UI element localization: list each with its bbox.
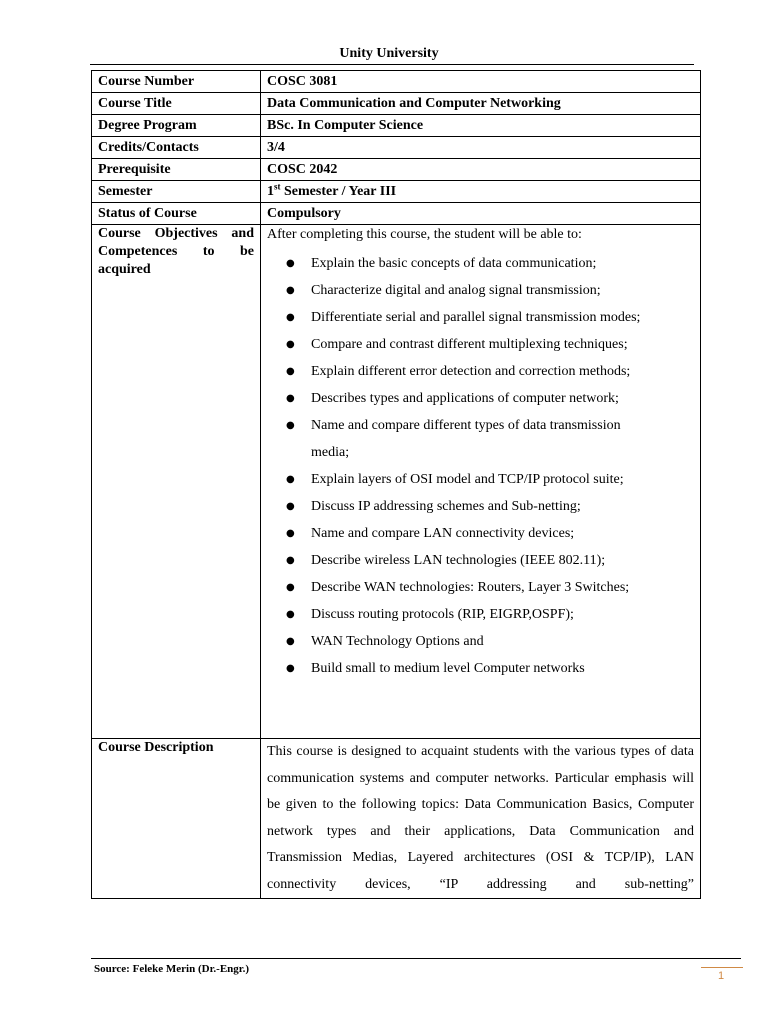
degree-program-value: BSc. In Computer Science	[261, 115, 701, 137]
bullet-icon: ●	[286, 258, 295, 269]
bullet-icon: ●	[286, 420, 295, 431]
list-item: ● Explain the basic concepts of data communication;	[311, 250, 694, 277]
list-item: ● Describes types and applications of computer network;	[311, 385, 694, 412]
list-item: ● Describe wireless LAN technologies (IEEE 802.11);	[311, 547, 694, 574]
list-item: ● Discuss routing protocols (RIP, EIGRP,OSPF);	[311, 601, 694, 628]
bullet-icon: ●	[286, 474, 295, 485]
bullet-icon: ●	[286, 501, 295, 512]
list-item: ● Build small to medium level Computer networks	[311, 655, 694, 682]
degree-program-label: Degree Program	[92, 115, 261, 137]
objectives-cell	[261, 225, 701, 739]
objectives-list	[267, 250, 694, 682]
list-item: ● Characterize digital and analog signal transmission;	[311, 277, 694, 304]
bullet-icon: ●	[286, 609, 295, 620]
row-degree-program	[92, 115, 701, 137]
objectives-intro: After completing this course, the student will be able to:	[267, 227, 582, 242]
list-item: ● Name and compare different types of data transmission media;	[311, 412, 694, 466]
bullet-icon: ●	[286, 555, 295, 566]
row-semester	[92, 181, 701, 203]
footer-rule	[91, 958, 741, 959]
list-item: ● Differentiate serial and parallel signal transmission modes;	[311, 304, 694, 331]
row-prerequisite	[92, 159, 701, 181]
description-cell	[261, 739, 701, 899]
list-item: ● Describe WAN technologies: Routers, Layer 3 Switches;	[311, 574, 694, 601]
university-title: Unity University	[339, 46, 439, 61]
prerequisite-label: Prerequisite	[92, 159, 261, 181]
page-number: 1	[718, 970, 725, 982]
course-title-label: Course Title	[92, 93, 261, 115]
list-item: ● Discuss IP addressing schemes and Sub-netting;	[311, 493, 694, 520]
bullet-icon: ●	[286, 528, 295, 539]
row-course-number	[92, 71, 701, 93]
semester-ordinal: st	[274, 181, 281, 192]
bullet-icon: ●	[286, 339, 295, 350]
prerequisite-value: COSC 2042	[261, 159, 701, 181]
row-objectives	[92, 225, 701, 739]
row-course-title	[92, 93, 701, 115]
bullet-icon: ●	[286, 663, 295, 674]
bullet-icon: ●	[286, 366, 295, 377]
list-item: ● WAN Technology Options and	[311, 628, 694, 655]
row-credits	[92, 137, 701, 159]
bullet-icon: ●	[286, 582, 295, 593]
page-number-rule	[701, 967, 743, 968]
list-item: ● Compare and contrast different multiplexing techniques;	[311, 331, 694, 358]
credits-value: 3/4	[261, 137, 701, 159]
list-item: ● Explain layers of OSI model and TCP/IP protocol suite;	[311, 466, 694, 493]
semester-label: Semester	[92, 181, 261, 203]
semester-number: 1	[267, 184, 274, 199]
description-label: Course Description	[92, 739, 261, 899]
objectives-label: Course Objectives and Competences to be acquired	[92, 225, 261, 739]
course-title-value: Data Communication and Computer Networking	[261, 93, 701, 115]
row-status	[92, 203, 701, 225]
semester-value	[261, 181, 701, 203]
course-info-table	[91, 70, 701, 899]
header-rule	[90, 64, 694, 65]
description-text: This course is designed to acquaint students with the various types of data communication systems and computer networks. Particular emphasis will be given to the following topics: Data Communication Basics, Computer network types and their applications, Data Communication and Transmission Medias, Layered architectures (OSI & TCP/IP), LAN connectivity devices, “IP addressing and sub-netting”	[267, 744, 694, 892]
credits-label: Credits/Contacts	[92, 137, 261, 159]
course-number-label: Course Number	[92, 71, 261, 93]
status-value: Compulsory	[261, 203, 701, 225]
status-label: Status of Course	[92, 203, 261, 225]
bullet-icon: ●	[286, 393, 295, 404]
list-item: ● Explain different error detection and correction methods;	[311, 358, 694, 385]
course-number-value: COSC 3081	[261, 71, 701, 93]
semester-rest: Semester / Year III	[280, 184, 397, 199]
bullet-icon: ●	[286, 285, 295, 296]
footer-source: Source: Feleke Merin (Dr.-Engr.)	[94, 963, 250, 975]
bullet-icon: ●	[286, 636, 295, 647]
row-description	[92, 739, 701, 899]
bullet-icon: ●	[286, 312, 295, 323]
list-item: ● Name and compare LAN connectivity devices;	[311, 520, 694, 547]
